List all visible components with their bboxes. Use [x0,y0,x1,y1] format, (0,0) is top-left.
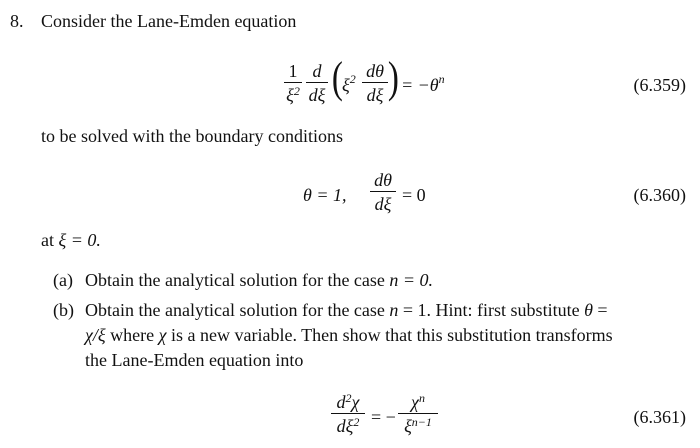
eq1-left-paren: ( [331,53,343,102]
eq2-numerator-dtheta: dθ [374,170,392,190]
bc-text: to be solved with the boundary conditions [41,126,343,146]
eq1-inner-xi-squared: $\xi^2$ [342,72,356,95]
eq1-number: (6.359) [633,75,686,95]
eq2-theta-equals-one: θ = 1, [303,185,347,205]
eq1-denominator-dxi: dξ [306,82,328,104]
part-a-label: (a) [53,270,73,290]
problem-intro: Consider the Lane-Emden equation [41,11,297,31]
eq1-denominator-dxi-2: dξ [362,82,388,104]
eq3-rhs-denominator: $\xi^{n-1}$ [398,413,438,435]
eq1-right-paren: ) [387,53,399,102]
problem-number: 8. [10,11,24,31]
part-a-text: Obtain the analytical solution for the case n = 0. [85,270,434,290]
eq1-numerator-d: d [312,61,322,81]
part-b-line-1: Obtain the analytical solution for the case n = 1. Hint: first substitute θ = [85,300,608,320]
eq1-rhs: = $-\theta^n$ [401,72,445,95]
eq1-frac-d-over-dxi [306,62,328,104]
eq2-number: (6.360) [633,185,686,205]
at-math: ξ = 0. [58,230,101,250]
at-condition [41,231,101,249]
at-text: at [41,230,59,250]
eq3-number: (6.361) [633,407,686,427]
eq1-denominator-xi-squared: $\xi^2$ [284,82,302,104]
part-b-line-3: the Lane-Emden equation into [85,350,304,370]
eq3-numerator: $d^2\chi$ [336,391,360,412]
eq2-frac-dtheta-over-dxi [370,171,396,213]
eq3-rhs-numerator: $\chi^n$ [411,391,425,412]
eq1-frac-dtheta-over-dxi [362,62,388,104]
part-b-line-2: χ/ξ where χ is a new variable. Then show that this substitution transforms [85,325,613,345]
eq3-frac-d2chi-over-dxi2 [331,393,365,435]
eq3-denominator: $d\xi^2$ [331,413,365,435]
eq2-denominator-dxi: dξ [370,191,396,213]
eq2-rhs: = 0 [402,185,426,205]
eq1-numerator-dtheta: dθ [366,61,384,81]
eq1-frac-one-over-xi-squared [284,62,302,104]
eq3-frac-chin-over-xi [398,393,438,435]
eq3-equals-minus: = − [371,407,396,427]
eq1-numerator-one: 1 [288,61,298,81]
part-b-label: (b) [53,300,74,320]
